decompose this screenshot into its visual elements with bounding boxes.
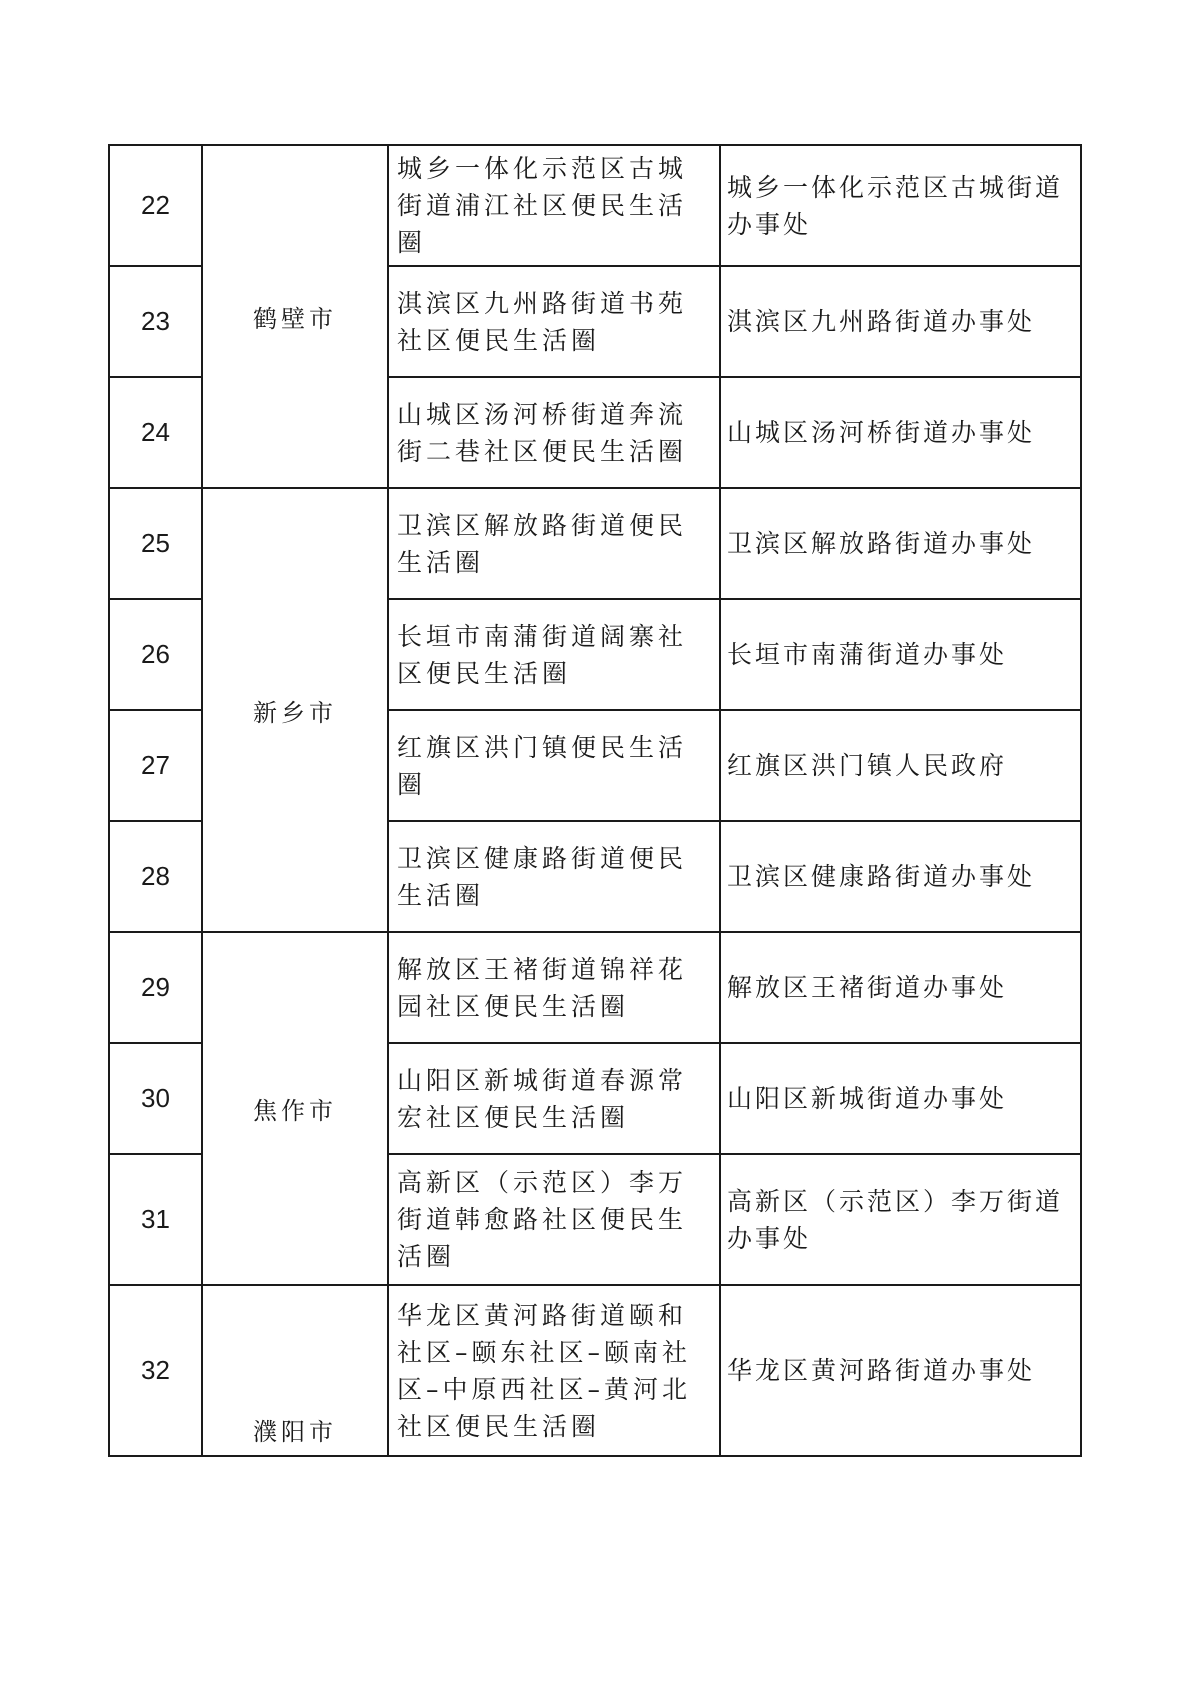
table-row: [109, 1285, 1081, 1456]
row-number: 25: [109, 488, 202, 599]
life-circle-name: 长垣市南蒲街道阔寨社区便民生活圈: [388, 599, 720, 710]
life-circle-name: 山城区汤河桥街道奔流街二巷社区便民生活圈: [388, 377, 720, 488]
life-circle-name: 高新区（示范区）李万街道韩愈路社区便民生活圈: [388, 1154, 720, 1285]
life-circle-table: [108, 144, 1082, 1457]
row-number: 32: [109, 1285, 202, 1456]
row-number: 29: [109, 932, 202, 1043]
responsible-unit: 淇滨区九州路街道办事处: [720, 266, 1081, 377]
row-number: 22: [109, 145, 202, 266]
responsible-unit: 卫滨区解放路街道办事处: [720, 488, 1081, 599]
responsible-unit: 山城区汤河桥街道办事处: [720, 377, 1081, 488]
row-number: 28: [109, 821, 202, 932]
life-circle-name: 城乡一体化示范区古城街道浦江社区便民生活圈: [388, 145, 720, 266]
responsible-unit: 山阳区新城街道办事处: [720, 1043, 1081, 1154]
city-cell: 濮阳市: [202, 1285, 388, 1456]
city-cell: 新乡市: [202, 488, 388, 932]
document-table-wrapper: [108, 144, 1082, 1457]
row-number: 23: [109, 266, 202, 377]
responsible-unit: 城乡一体化示范区古城街道办事处: [720, 145, 1081, 266]
responsible-unit: 华龙区黄河路街道办事处: [720, 1285, 1081, 1456]
responsible-unit: 长垣市南蒲街道办事处: [720, 599, 1081, 710]
responsible-unit: 卫滨区健康路街道办事处: [720, 821, 1081, 932]
life-circle-name: 山阳区新城街道春源常宏社区便民生活圈: [388, 1043, 720, 1154]
responsible-unit: 高新区（示范区）李万街道办事处: [720, 1154, 1081, 1285]
table-row: [109, 145, 1081, 266]
row-number: 31: [109, 1154, 202, 1285]
life-circle-name: 卫滨区解放路街道便民生活圈: [388, 488, 720, 599]
table-row: [109, 932, 1081, 1043]
life-circle-name: 华龙区黄河路街道颐和社区–颐东社区–颐南社区–中原西社区–黄河北社区便民生活圈: [388, 1285, 720, 1456]
row-number: 30: [109, 1043, 202, 1154]
life-circle-name: 淇滨区九州路街道书苑社区便民生活圈: [388, 266, 720, 377]
life-circle-name: 解放区王褚街道锦祥花园社区便民生活圈: [388, 932, 720, 1043]
life-circle-name: 卫滨区健康路街道便民生活圈: [388, 821, 720, 932]
row-number: 26: [109, 599, 202, 710]
table-row: [109, 488, 1081, 599]
responsible-unit: 红旗区洪门镇人民政府: [720, 710, 1081, 821]
life-circle-name: 红旗区洪门镇便民生活圈: [388, 710, 720, 821]
row-number: 27: [109, 710, 202, 821]
city-cell: 鹤壁市: [202, 145, 388, 488]
row-number: 24: [109, 377, 202, 488]
city-cell: 焦作市: [202, 932, 388, 1285]
responsible-unit: 解放区王褚街道办事处: [720, 932, 1081, 1043]
